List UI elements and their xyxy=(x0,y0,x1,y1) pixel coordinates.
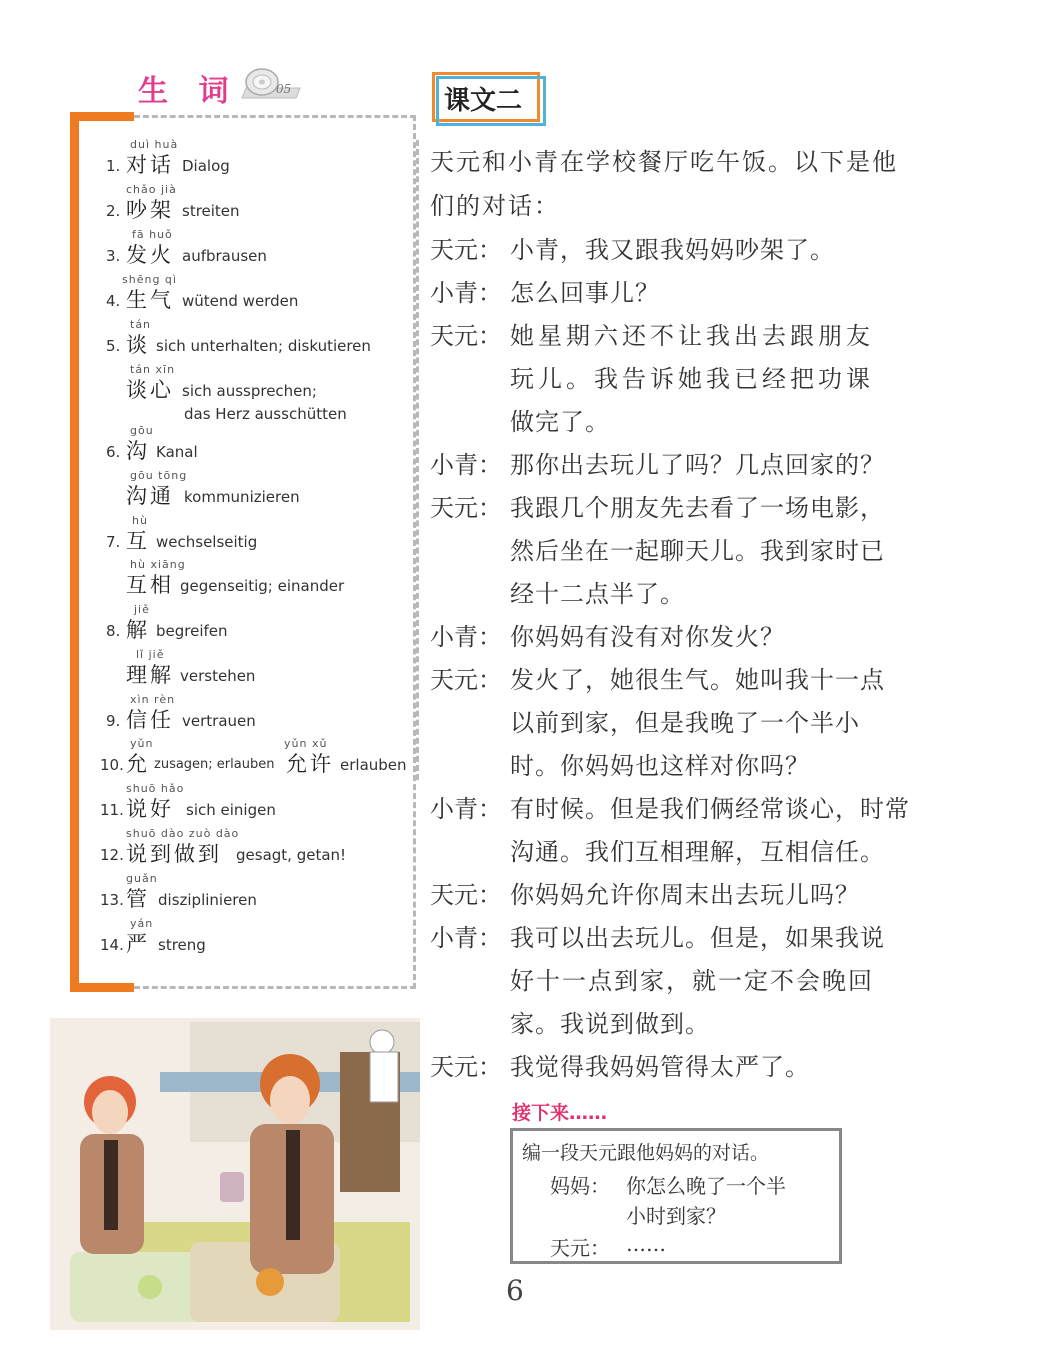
vocab-pinyin: tán xyxy=(130,318,152,331)
vocab-hanzi: 沟通 xyxy=(126,484,174,508)
next-section-title: 接下来…… xyxy=(512,1102,608,1124)
vocab-hanzi-2: 允许 xyxy=(286,752,334,776)
vocab-translation: Dialog xyxy=(182,157,230,175)
next-tianyuan-label: 天元： xyxy=(550,1236,610,1260)
vocab-translation: gegenseitig; einander xyxy=(180,577,345,595)
dialogue-speaker: 小青： xyxy=(430,924,502,952)
vocab-hanzi: 吵架 xyxy=(126,198,174,222)
cd-audio-icon xyxy=(238,66,302,100)
vocab-translation: streng xyxy=(158,936,206,954)
vocab-pinyin-2: yǔn xǔ xyxy=(284,737,328,750)
lesson-title: 课文二 xyxy=(444,86,523,116)
dialogue-line: 做完了。 xyxy=(510,408,610,436)
dialogue-line: 发火了，她很生气。她叫我十一点 xyxy=(510,666,885,694)
next-mom-line-2: 小时到家？ xyxy=(626,1204,726,1228)
lesson-intro-line-1: 天元和小青在学校餐厅吃午饭。以下是他 xyxy=(430,148,898,176)
dialogue-line: 然后坐在一起聊天儿。我到家时已 xyxy=(510,537,885,565)
orange-bar-top xyxy=(70,112,134,121)
vocab-hanzi: 互相 xyxy=(126,573,174,597)
vocab-translation-line2: das Herz ausschütten xyxy=(184,405,347,423)
next-tianyuan-line: …… xyxy=(626,1232,666,1256)
dialogue-line: 那你出去玩儿了吗？几点回家的？ xyxy=(510,451,885,479)
vocab-pinyin: gōu tōng xyxy=(130,469,188,482)
vocab-number: 12. xyxy=(100,846,124,864)
vocab-translation: Kanal xyxy=(156,443,198,461)
dialogue-line: 好十一点到家，就一定不会晚回 xyxy=(510,967,874,995)
vocab-translation: streiten xyxy=(182,202,240,220)
vocab-translation: wechselseitig xyxy=(156,533,258,551)
dialogue-speaker: 天元： xyxy=(430,1053,502,1081)
dashed-border-top xyxy=(134,115,416,118)
dialogue-line: 我觉得我妈妈管得太严了。 xyxy=(510,1053,810,1081)
next-mom-line-1: 你怎么晚了一个半 xyxy=(626,1174,786,1198)
vocab-pinyin: duì huà xyxy=(130,138,179,151)
vocab-translation: begreifen xyxy=(156,622,228,640)
vocab-translation: aufbrausen xyxy=(182,247,267,265)
vocab-translation: vertrauen xyxy=(182,712,256,730)
dialogue-line: 家。我说到做到。 xyxy=(510,1010,710,1038)
dashed-border-bottom xyxy=(134,986,416,989)
dialogue-line: 我跟几个朋友先去看了一场电影， xyxy=(510,494,885,522)
orange-bar-bottom xyxy=(70,983,134,992)
vocab-hanzi: 理解 xyxy=(126,663,174,687)
vocab-number: 3. xyxy=(106,247,121,265)
vocab-pinyin: shuō dào zuò dào xyxy=(126,827,240,840)
vocab-number: 14. xyxy=(100,936,124,954)
vocab-hanzi: 允 xyxy=(126,752,150,776)
dialogue-line: 我可以出去玩儿。但是，如果我说 xyxy=(510,924,885,952)
vocab-hanzi: 互 xyxy=(126,529,150,553)
dialogue-line: 你妈妈允许你周末出去玩儿吗？ xyxy=(510,881,860,909)
vocab-number: 6. xyxy=(106,443,121,461)
dialogue-speaker: 小青： xyxy=(430,279,502,307)
vocab-pinyin: fā huǒ xyxy=(132,228,173,241)
vocab-hanzi: 说到做到 xyxy=(126,842,222,866)
dialogue-speaker: 小青： xyxy=(430,623,502,651)
vocab-number: 13. xyxy=(100,891,124,909)
dialogue-speaker: 天元： xyxy=(430,881,502,909)
vocab-pinyin: yán xyxy=(130,917,154,930)
next-mom-label: 妈妈： xyxy=(550,1174,610,1198)
vocab-translation: zusagen; erlauben xyxy=(154,757,275,772)
vocab-number: 4. xyxy=(106,292,121,310)
vocab-pinyin: gōu xyxy=(130,424,154,437)
vocab-number: 8. xyxy=(106,622,121,640)
vocab-translation: gesagt, getan! xyxy=(236,846,347,864)
vocab-pinyin: xìn rèn xyxy=(130,693,176,706)
vocab-pinyin: hù xiāng xyxy=(130,558,186,571)
dialogue-line: 沟通。我们互相理解，互相信任。 xyxy=(510,838,885,866)
dialogue-line: 以前到家，但是我晚了一个半小 xyxy=(510,709,860,737)
vocab-translation: sich unterhalten; diskutieren xyxy=(156,337,371,355)
next-task-text: 编一段天元跟他妈妈的对话。 xyxy=(522,1142,770,1164)
vocab-translation: verstehen xyxy=(180,667,256,685)
vocab-pinyin: tán xīn xyxy=(130,363,176,376)
vocab-number: 10. xyxy=(100,756,124,774)
vocab-translation: sich aussprechen; xyxy=(182,382,317,400)
dialogue-line: 时。你妈妈也这样对你吗？ xyxy=(510,752,810,780)
vocab-hanzi: 生气 xyxy=(126,288,174,312)
dialogue-line: 怎么回事儿？ xyxy=(510,279,660,307)
dialogue-speaker: 天元： xyxy=(430,666,502,694)
vocab-hanzi: 说好 xyxy=(126,797,174,821)
vocab-pinyin: chǎo jià xyxy=(126,183,177,196)
vocab-translation: kommunizieren xyxy=(184,488,300,506)
vocab-pinyin: yǔn xyxy=(130,737,154,750)
vocab-hanzi: 严 xyxy=(126,932,150,956)
vocab-hanzi: 发火 xyxy=(126,243,174,267)
vocab-hanzi: 谈心 xyxy=(126,378,174,402)
vocab-pinyin: lǐ jiě xyxy=(136,648,165,661)
vocab-hanzi: 谈 xyxy=(126,333,150,357)
vocab-pinyin: shēng qì xyxy=(122,273,177,286)
vocab-hanzi: 管 xyxy=(126,887,150,911)
vocab-pinyin: shuō hǎo xyxy=(126,782,185,795)
vocab-hanzi: 信任 xyxy=(126,708,174,732)
vocab-translation: disziplinieren xyxy=(158,891,257,909)
dialogue-line: 经十二点半了。 xyxy=(510,580,685,608)
vocab-section-title: 生 词 xyxy=(138,74,239,109)
vocab-number: 2. xyxy=(106,202,121,220)
vocab-translation: wütend werden xyxy=(182,292,299,310)
vocab-translation: sich einigen xyxy=(186,801,276,819)
cafeteria-illustration xyxy=(40,1012,424,1334)
vocab-pinyin: jiě xyxy=(134,603,150,616)
dialogue-speaker: 天元： xyxy=(430,322,502,350)
vocab-hanzi: 对话 xyxy=(126,153,174,177)
dialogue-speaker: 小青： xyxy=(430,451,502,479)
vocab-hanzi: 沟 xyxy=(126,439,150,463)
vocab-hanzi: 解 xyxy=(126,618,150,642)
dialogue-speaker: 天元： xyxy=(430,236,502,264)
lesson-intro-line-2: 们的对话： xyxy=(430,192,560,220)
dialogue-line: 玩儿。我告诉她我已经把功课 xyxy=(510,365,874,393)
dialogue-speaker: 小青： xyxy=(430,795,502,823)
dialogue-line: 小青，我又跟我妈妈吵架了。 xyxy=(510,236,835,264)
audio-track-number: 05 xyxy=(276,82,292,96)
vocab-pinyin: hù xyxy=(132,514,148,527)
dialogue-divider xyxy=(416,140,419,780)
dialogue-line: 有时候。但是我们俩经常谈心，时常 xyxy=(510,795,910,823)
vocab-number: 5. xyxy=(106,337,121,355)
vocab-number: 11. xyxy=(100,801,124,819)
orange-bar-vertical xyxy=(70,112,79,992)
vocab-number: 7. xyxy=(106,533,121,551)
dialogue-line: 她星期六还不让我出去跟朋友 xyxy=(510,322,874,350)
page-number: 6 xyxy=(506,1274,524,1307)
vocab-number: 1. xyxy=(106,157,121,175)
vocab-number: 9. xyxy=(106,712,121,730)
dialogue-line: 你妈妈有没有对你发火？ xyxy=(510,623,785,651)
vocab-pinyin: guǎn xyxy=(126,872,158,885)
vocab-translation-2: erlauben xyxy=(340,756,407,774)
dialogue-speaker: 天元： xyxy=(430,494,502,522)
